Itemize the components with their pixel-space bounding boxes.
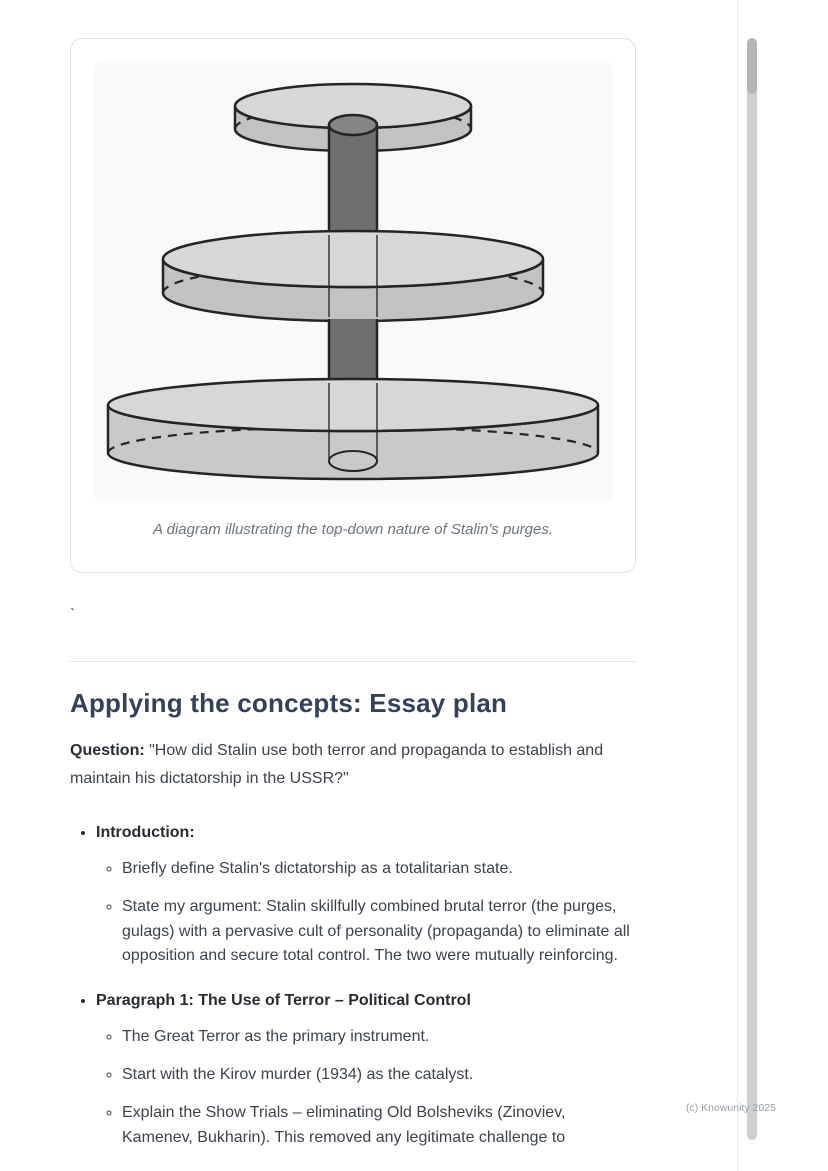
plan-item-title: Introduction: (96, 824, 195, 841)
page-edge-line (737, 0, 738, 1171)
tiered-structure-diagram (93, 61, 613, 501)
sub-point-list (96, 857, 636, 969)
section-heading: Applying the concepts: Essay plan (70, 688, 508, 718)
sub-point: ◦ The Great Terror as the primary instrument. (122, 1025, 636, 1050)
plan-item-introduction (96, 821, 636, 969)
page-content (70, 38, 636, 1170)
question-paragraph (70, 737, 636, 793)
column-top-cap (329, 115, 377, 135)
copyright: (c) Knowunity 2025 (686, 1102, 776, 1114)
essay-plan-list (70, 821, 636, 1150)
question-text: "How did Stalin use both terror and propaganda to establish and maintain his dictatorship in the USSR?" (70, 742, 604, 787)
diagram-panel (93, 61, 613, 501)
figure-caption: A diagram illustrating the top-down nature of Stalin's purges. (152, 521, 554, 538)
middle-tier (163, 231, 543, 321)
sub-point-list (96, 1025, 636, 1150)
plan-item-paragraph-1 (96, 989, 636, 1150)
section-divider (70, 661, 636, 662)
sub-point: ◦ Start with the Kirov murder (1934) as the catalyst. (122, 1063, 636, 1088)
scrollbar[interactable] (747, 38, 757, 1140)
bottom-tier (108, 379, 598, 479)
sub-point: ◦ Briefly define Stalin's dictatorship as a totalitarian state. (122, 857, 636, 882)
scrollbar-thumb[interactable] (747, 38, 757, 94)
figure-card (70, 38, 636, 573)
stray-backtick: ` (70, 607, 76, 624)
plan-item-title: Paragraph 1: The Use of Terror – Political Control (96, 992, 471, 1010)
sub-point: ◦ Explain the Show Trials – eliminating Old Bolsheviks (Zinoviev, Kamenev, Bukharin). This removed any legitimate challenge to (122, 1101, 636, 1151)
sub-point: ◦ State my argument: Stalin skillfully combined brutal terror (the purges, gulags) with a pervasive cult of personality (propaganda) to eliminate all opposition and secure total control. The two were mutually reinforcing. (122, 895, 636, 969)
question-label: Question: (70, 742, 145, 759)
